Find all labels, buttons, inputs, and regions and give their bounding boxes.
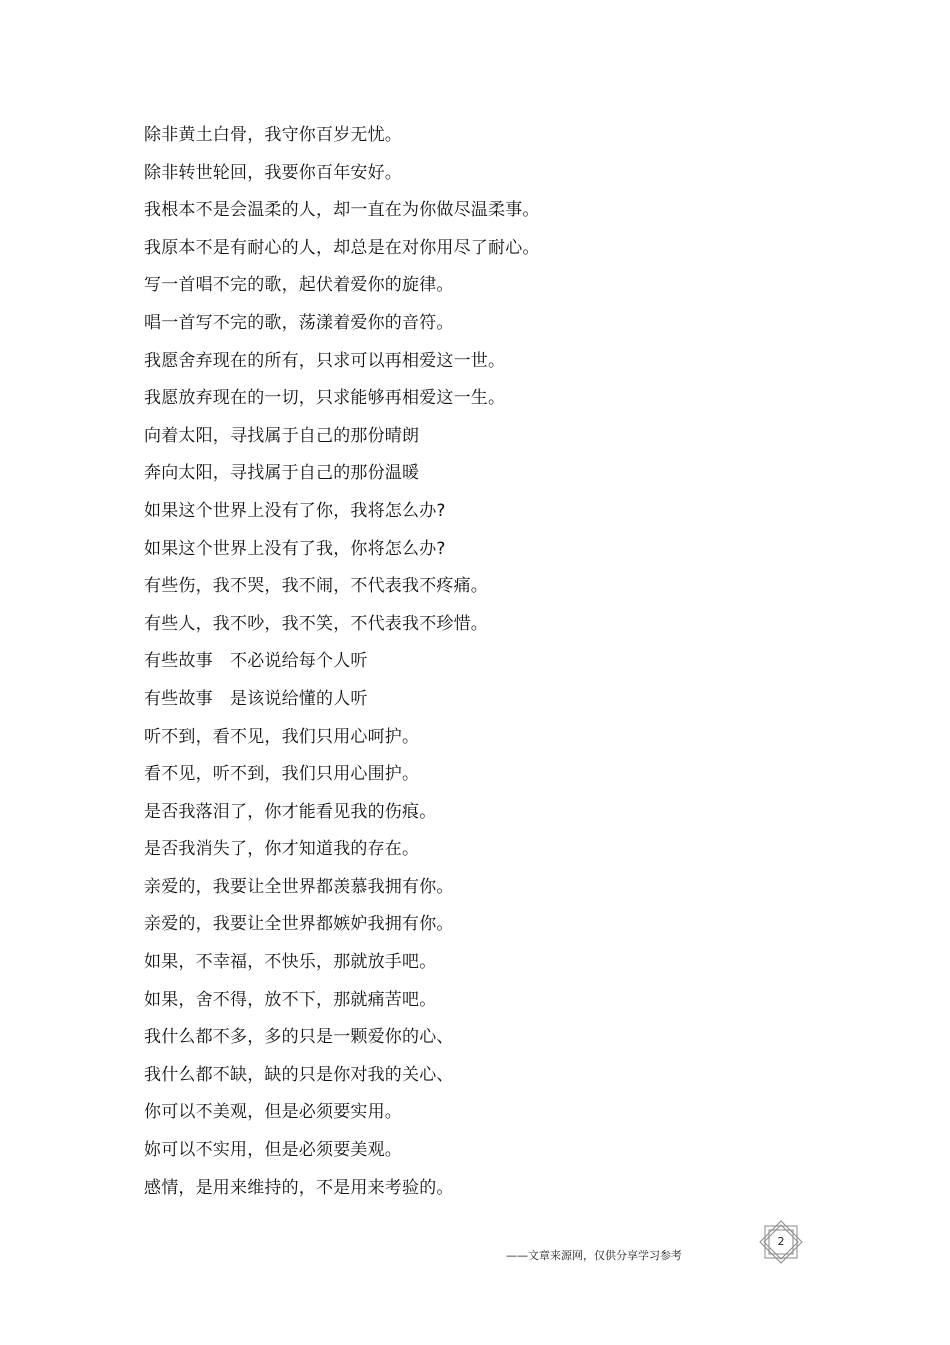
page-number: 2 bbox=[777, 1235, 785, 1248]
text-line: 除非转世轮回，我要你百年安好。 bbox=[144, 162, 402, 183]
text-line: 有些伤，我不哭，我不闹，不代表我不疼痛。 bbox=[144, 576, 488, 597]
text-line: 写一首唱不完的歌，起伏着爱你的旋律。 bbox=[144, 275, 454, 296]
text-line: 除非黄土白骨，我守你百岁无忧。 bbox=[144, 125, 402, 145]
text-line: 如果这个世界上没有了我，你将怎么办? bbox=[144, 538, 446, 559]
text-line: 有些故事 不必说给每个人听 bbox=[144, 651, 368, 672]
text-line: 如果，舍不得，放不下，那就痛苦吧。 bbox=[144, 989, 437, 1010]
text-line: 我愿放弃现在的一切，只求能够再相爱这一生。 bbox=[144, 388, 506, 409]
text-line: 我愿舍弃现在的所有，只求可以再相爱这一世。 bbox=[144, 350, 506, 371]
text-line: 亲爱的，我要让全世界都羡慕我拥有你。 bbox=[144, 876, 454, 897]
text-line: 我什么都不多，多的只是一颗爱你的心、 bbox=[144, 1027, 454, 1048]
text-line: 感情，是用来维持的，不是用来考验的。 bbox=[144, 1177, 454, 1198]
text-line: 向着太阳，寻找属于自己的那份晴朗 bbox=[144, 425, 420, 446]
text-lines bbox=[144, 121, 784, 1211]
text-line: 如果这个世界上没有了你，我将怎么办? bbox=[144, 500, 446, 521]
text-line: 如果，不幸福，不快乐，那就放手吧。 bbox=[144, 952, 437, 973]
text-line: 有些人，我不吵，我不笑，不代表我不珍惜。 bbox=[144, 613, 488, 634]
text-line: 看不见，听不到，我们只用心围护。 bbox=[144, 764, 420, 785]
text-line: 是否我落泪了，你才能看见我的伤痕。 bbox=[144, 801, 437, 822]
text-line: 是否我消失了，你才知道我的存在。 bbox=[144, 839, 420, 860]
text-line: 唱一首写不完的歌，荡漾着爱你的音符。 bbox=[144, 312, 454, 333]
text-line: 奔向太阳，寻找属于自己的那份温暖 bbox=[144, 463, 420, 484]
text-line: 我原本不是有耐心的人，却总是在对你用尽了耐心。 bbox=[144, 237, 540, 258]
text-line: 我根本不是会温柔的人，却一直在为你做尽温柔事。 bbox=[144, 200, 540, 221]
text-line: 你可以不美观，但是必须要实用。 bbox=[144, 1102, 402, 1123]
page-number-badge bbox=[756, 1220, 806, 1264]
text-line: 我什么都不缺，缺的只是你对我的关心、 bbox=[144, 1064, 454, 1085]
text-line: 有些故事 是该说给懂的人听 bbox=[144, 688, 368, 709]
text-line: 听不到，看不见，我们只用心呵护。 bbox=[144, 726, 420, 747]
footer-source-note: ——文章来源网，仅供分享学习参考 bbox=[506, 1249, 682, 1262]
text-line: 妳可以不实用，但是必须要美观。 bbox=[144, 1140, 402, 1161]
text-line: 亲爱的，我要让全世界都嫉妒我拥有你。 bbox=[144, 914, 454, 935]
